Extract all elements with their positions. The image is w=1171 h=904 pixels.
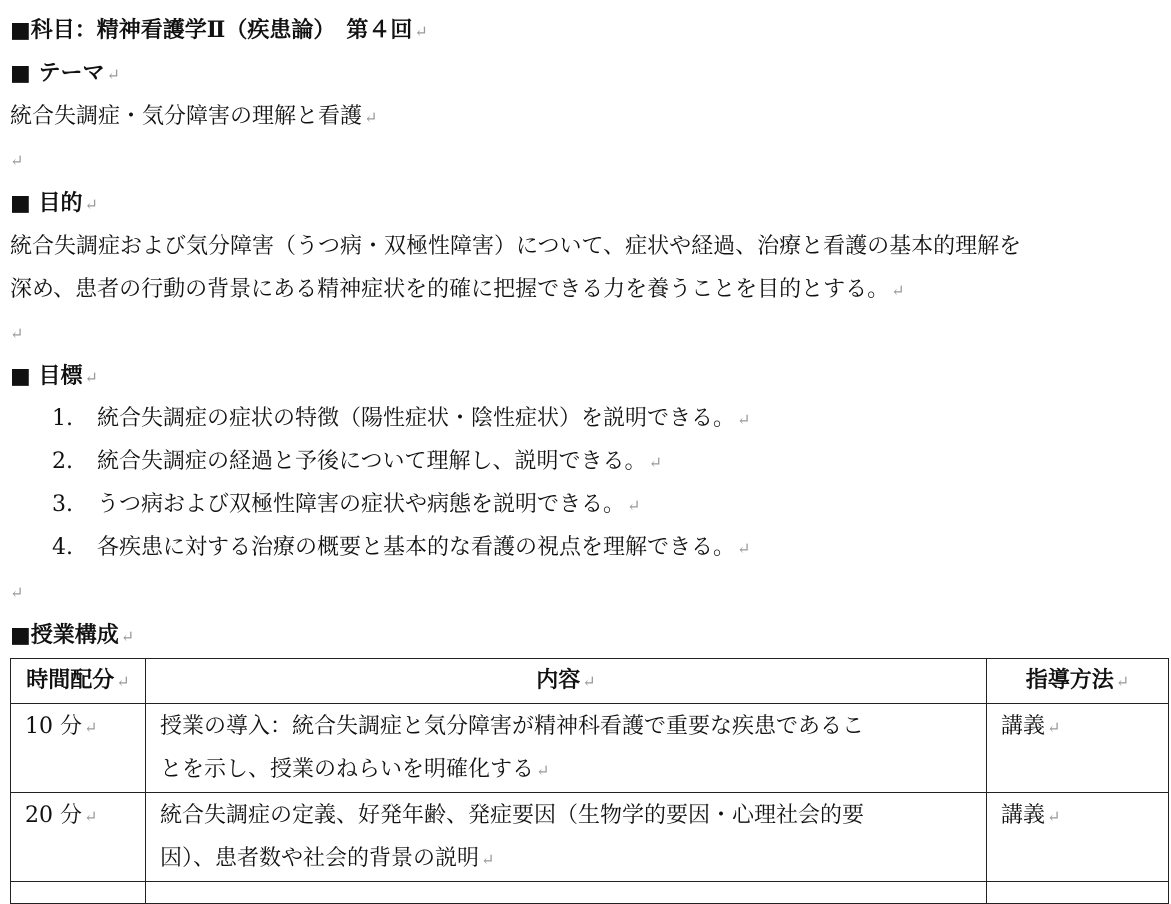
paragraph-mark-icon: ↵ [84, 195, 98, 214]
header-time-text: 時間配分 [26, 667, 115, 693]
paragraph-mark-icon: ↵ [1047, 807, 1061, 826]
goals-heading [10, 361, 98, 393]
goal-number: 1. [52, 406, 73, 431]
theme-heading-text: ■ テーマ [10, 60, 105, 86]
cell-time [11, 793, 146, 882]
purpose-line: 統合失調症および気分障害（うつ病・双極性障害）について、症状や経過、治療と看護の基本的理解を [10, 234, 1022, 259]
header-content [146, 659, 987, 704]
theme-heading [10, 58, 120, 90]
cell-method [987, 704, 1169, 793]
cell-method [987, 793, 1169, 882]
cell-content [146, 704, 987, 793]
cell-content [146, 882, 987, 904]
paragraph-mark-icon: ↵ [364, 108, 378, 127]
cell-content-line [160, 837, 972, 881]
cell-time [11, 882, 146, 904]
structure-heading [10, 620, 134, 652]
course-title-text: ■科目：精神看護学Ⅱ（疾患論） 第４回 [10, 17, 413, 43]
cell-content-text: 因）、患者数や社会的背景の説明 [160, 846, 480, 871]
paragraph-mark-icon: ↵ [120, 627, 135, 646]
goal-item [52, 404, 750, 435]
cell-time [11, 704, 146, 793]
purpose-paragraph [10, 225, 1171, 312]
purpose-heading [10, 188, 98, 220]
paragraph-mark-icon: ↵ [1115, 672, 1130, 691]
empty-paragraph [10, 577, 23, 608]
cell-time-text: 20 分 [25, 803, 82, 828]
cell-method-text: 講義 [1001, 803, 1046, 828]
paragraph-mark-icon: ↵ [84, 368, 98, 387]
theme-text [10, 102, 377, 133]
goal-text: 統合失調症の症状の特徴（陽性症状・陰性症状）を説明できる。 [97, 406, 736, 431]
header-time [11, 659, 146, 704]
paragraph-mark-icon: ↵ [84, 718, 98, 737]
goal-number: 2. [52, 449, 73, 474]
empty-paragraph [10, 318, 23, 349]
paragraph-mark-icon: ↵ [116, 672, 130, 691]
cell-method [987, 882, 1169, 904]
purpose-line-text: 深め、患者の行動の背景にある精神症状を的確に把握できる力を養うことを目的とする。 [10, 277, 890, 302]
paragraph-mark-icon: ↵ [481, 850, 495, 869]
goal-text: うつ病および双極性障害の症状や病態を説明できる。 [97, 492, 626, 517]
purpose-line [10, 268, 1171, 312]
cell-content-text: とを示し、授業のねらいを明確化する [160, 757, 535, 782]
cell-content [146, 793, 987, 882]
goal-number: 3. [52, 492, 73, 517]
paragraph-mark-icon: ↵ [1047, 718, 1061, 737]
goal-item [52, 490, 640, 521]
cell-content-line: 授業の導入：統合失調症と気分障害が精神科看護で重要な疾患であるこ [160, 714, 865, 739]
paragraph-mark-icon: ↵ [414, 22, 428, 41]
paragraph-mark-icon: ↵ [648, 453, 662, 472]
goal-text: 各疾患に対する治療の概要と基本的な看護の視点を理解できる。 [97, 535, 736, 560]
table-header-row [11, 659, 1169, 704]
goal-item [52, 447, 662, 478]
paragraph-mark-icon: ↵ [10, 151, 24, 170]
paragraph-mark-icon: ↵ [891, 281, 905, 300]
structure-heading-text: ■授業構成 [10, 622, 119, 648]
paragraph-mark-icon: ↵ [582, 672, 596, 691]
goal-number: 4. [52, 535, 73, 560]
cell-content-line [160, 748, 972, 792]
paragraph-mark-icon: ↵ [536, 761, 550, 780]
paragraph-mark-icon: ↵ [106, 65, 120, 84]
paragraph-mark-icon: ↵ [84, 807, 98, 826]
goals-heading-text: ■ 目標 [10, 363, 83, 389]
header-method [987, 659, 1169, 704]
paragraph-mark-icon: ↵ [627, 496, 641, 515]
table-row [11, 793, 1169, 882]
table-row-partial [11, 882, 1169, 904]
goal-text: 統合失調症の経過と予後について理解し、説明できる。 [97, 449, 647, 474]
paragraph-mark-icon: ↵ [737, 410, 751, 429]
cell-method-text: 講義 [1001, 714, 1046, 739]
lesson-plan-table [10, 658, 1169, 904]
theme-text-content: 統合失調症・気分障害の理解と看護 [10, 104, 363, 129]
goal-item [52, 533, 750, 564]
header-content-text: 内容 [536, 667, 581, 693]
paragraph-mark-icon: ↵ [10, 324, 24, 343]
purpose-heading-text: ■ 目的 [10, 190, 83, 216]
paragraph-mark-icon: ↵ [10, 583, 24, 602]
cell-content-line: 統合失調症の定義、好発年齢、発症要因（生物学的要因・心理社会的要 [160, 803, 865, 828]
empty-paragraph [10, 145, 23, 176]
course-title [10, 15, 428, 47]
table-row [11, 704, 1169, 793]
header-method-text: 指導方法 [1025, 667, 1114, 693]
paragraph-mark-icon: ↵ [737, 539, 751, 558]
cell-time-text: 10 分 [25, 714, 82, 739]
